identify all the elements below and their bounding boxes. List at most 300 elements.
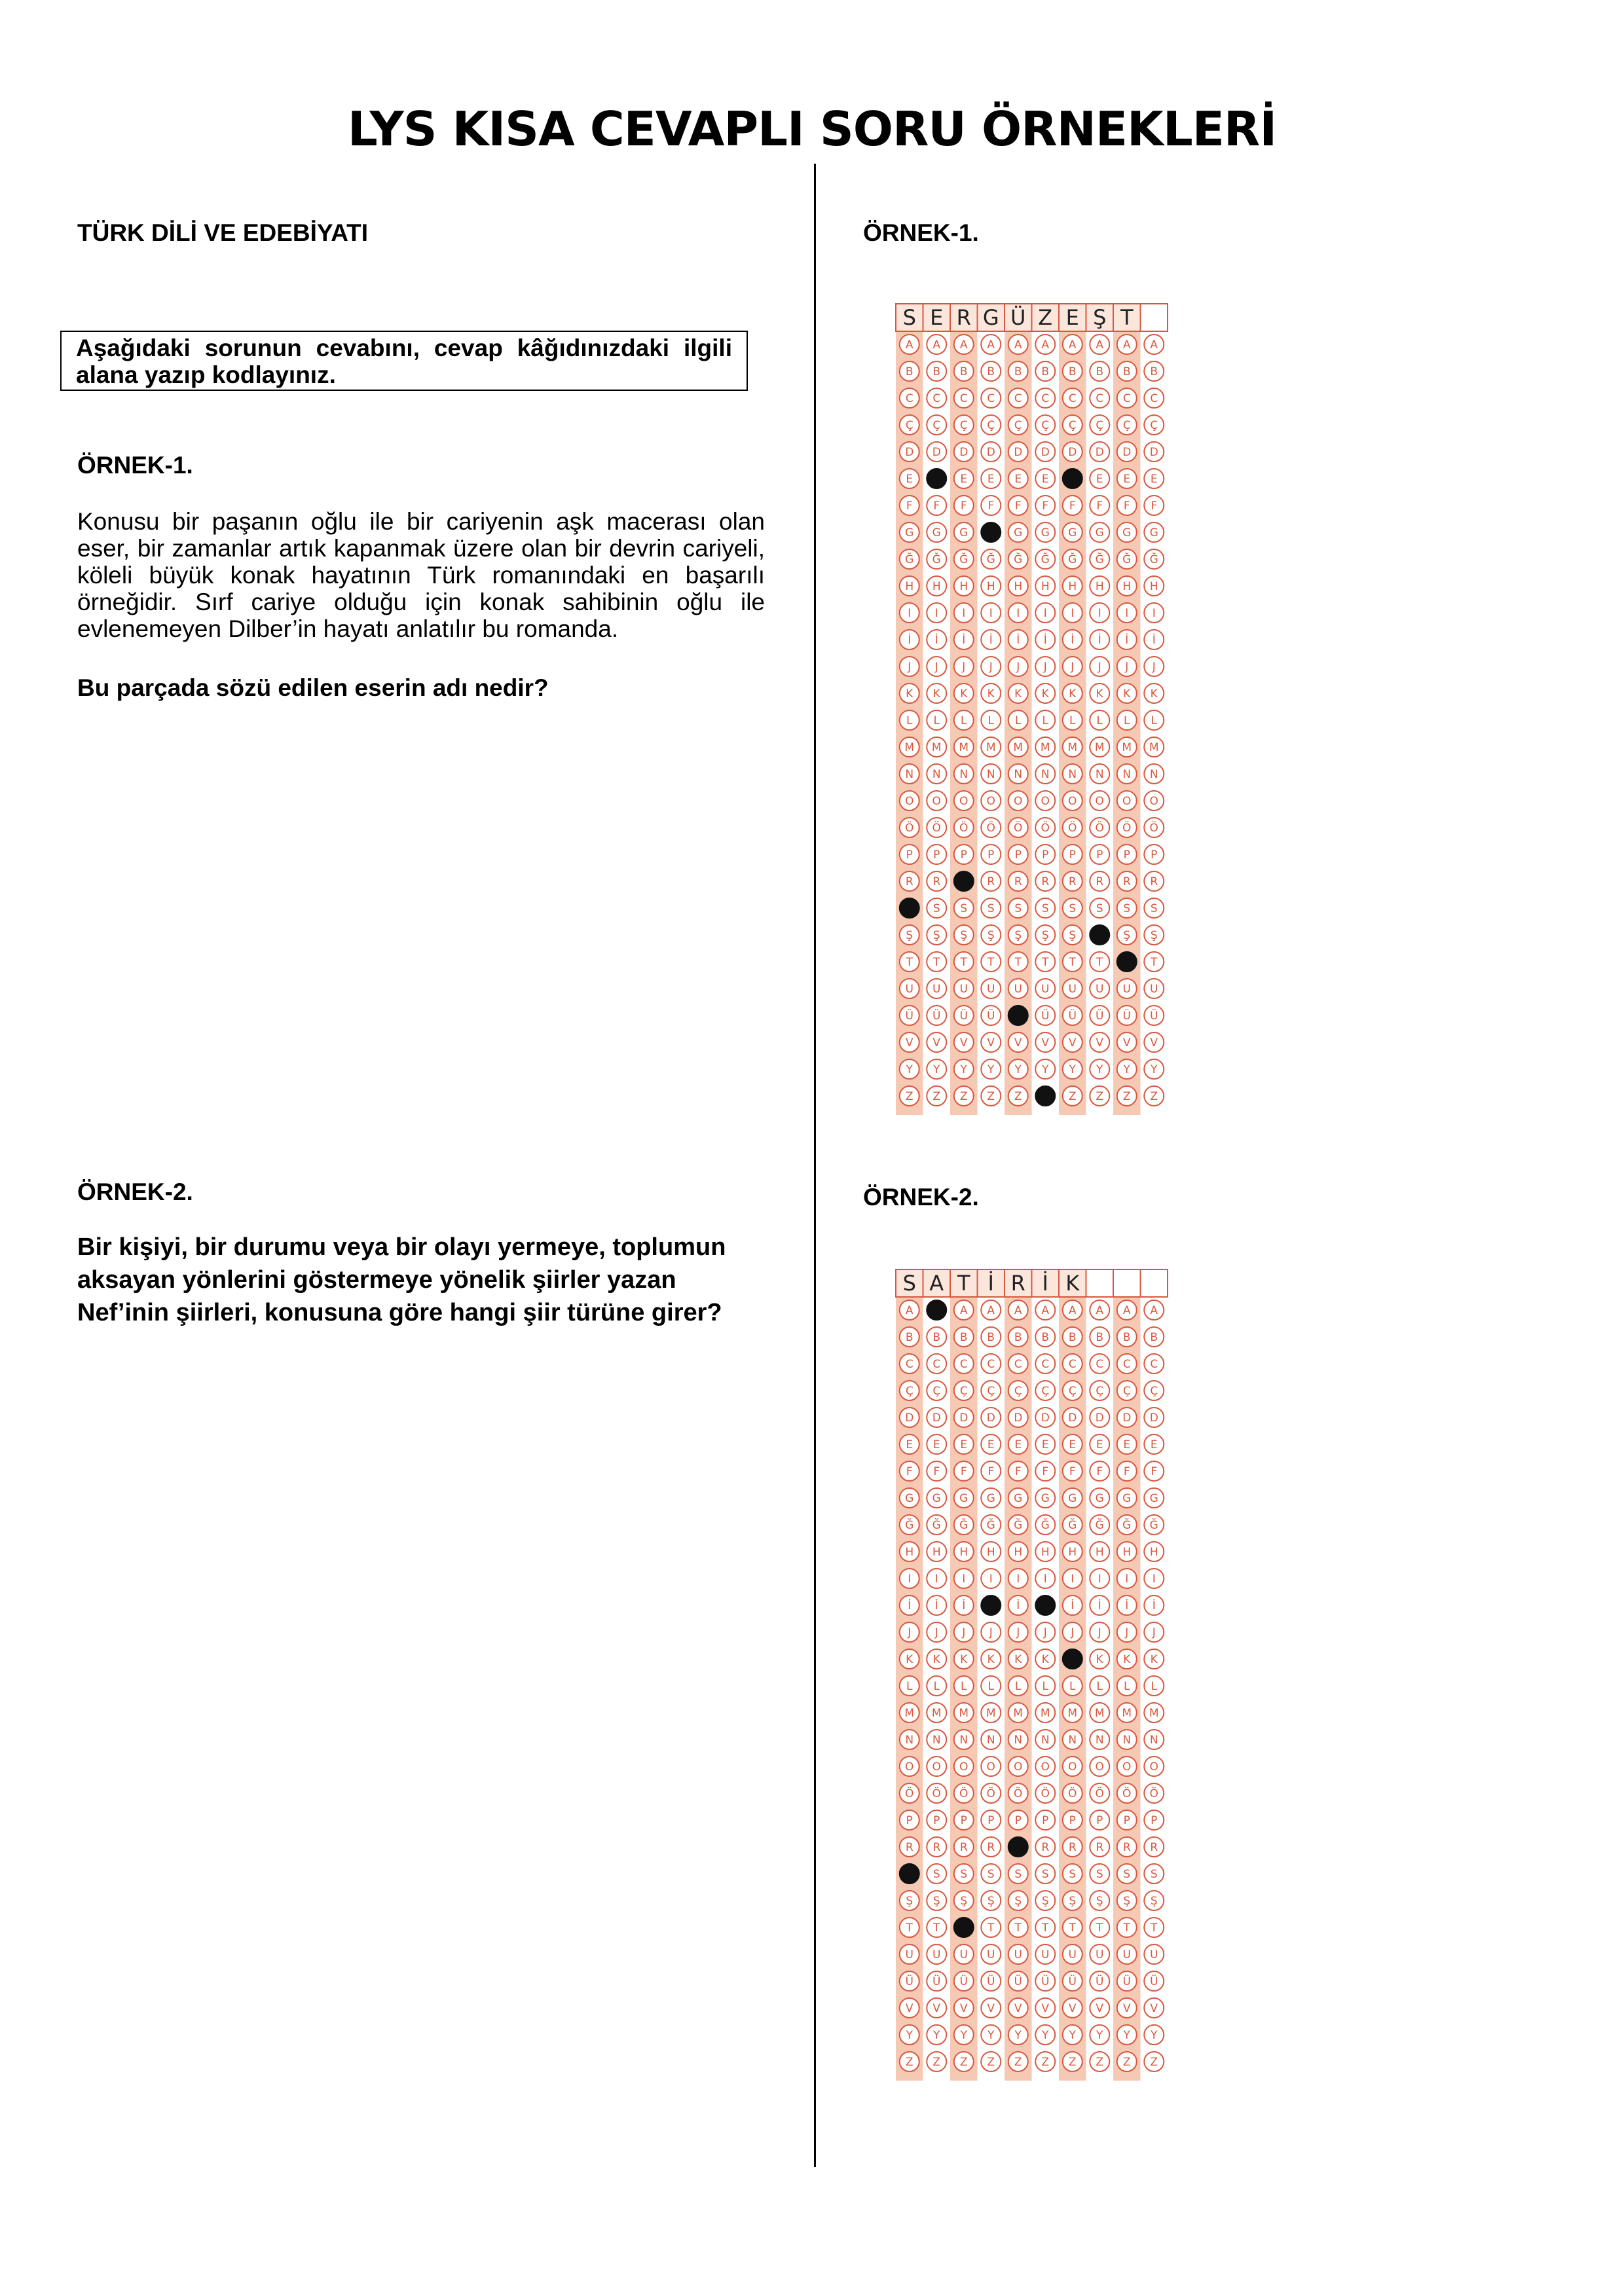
bubble-letter: E [1014,1438,1022,1451]
bubble-letter: L [1042,714,1048,727]
bubble-letter: S [1123,902,1131,915]
bubble-letter: F [1096,500,1103,513]
bubble-letter: B [1014,1331,1022,1344]
bubble-letter: U [987,1948,995,1961]
bubble-letter: I [934,607,938,620]
bubble-letter: F [933,1465,940,1478]
bubble-letter: Ş [987,929,995,942]
bubble-letter: F [960,1465,967,1478]
bubble-letter: O [1149,795,1158,808]
bubble-letter: Ö [905,822,914,835]
bubble-letter: I [1152,607,1156,620]
bubble-letter: M [1094,741,1105,754]
bubble-letter: K [932,1653,940,1666]
bubble-letter: Y [906,1063,913,1076]
bubble-letter: Ç [1068,1385,1077,1398]
bubble-letter: M [986,741,996,754]
filled-bubble [1008,1837,1028,1857]
bubble-letter: D [1014,446,1023,459]
bubble-letter: Ş [932,929,940,942]
bubble-letter: N [1041,768,1050,781]
bubble-letter: R [1096,1841,1104,1854]
bubble-letter: Z [987,1090,995,1103]
bubble-letter: A [1041,1304,1050,1317]
bubble-letter: I [1071,607,1075,620]
bubble-letter: T [906,1922,913,1935]
bubble-letter: G [1014,1492,1023,1505]
bubble-letter: P [1042,1814,1049,1827]
bubble-letter: G [905,1492,914,1505]
bubble-letter: U [1014,1948,1022,1961]
bubble-letter: Ü [1014,1975,1022,1988]
bubble-letter: K [932,687,940,701]
bubble-letter: Ö [1014,1787,1023,1800]
bubble-letter: U [1041,983,1050,996]
bubble-letter: U [1068,1948,1077,1961]
bubble-letter: R [905,875,913,888]
bubble-letter: N [1014,1734,1023,1747]
bubble-letter: O [986,1760,995,1774]
bubble-letter: A [1068,1304,1077,1317]
example2-label-right: ÖRNEK-2. [863,1184,979,1211]
bubble-letter: Ğ [959,1519,969,1532]
example1-label-left: ÖRNEK-1. [77,452,193,479]
bubble-letter: U [1068,983,1077,996]
bubble-letter: T [1069,1922,1076,1935]
bubble-letter: A [959,338,968,352]
bubble-letter: R [1150,875,1158,888]
bubble-letter: Ç [1014,419,1022,432]
bubble-letter: U [987,983,995,996]
bubble-letter: Y [1042,1063,1049,1076]
bubble-letter: E [1041,1438,1049,1451]
bubble-letter: Y [1123,2029,1130,2042]
bubble-letter: Y [1014,2029,1022,2042]
bubble-letter: U [1041,1948,1050,1961]
instruction-box: Aşağıdaki sorunun cevabını, cevap kâğıdınızdaki ilgili alana yazıp kodlayınız. [60,331,748,391]
bubble-letter: I [1071,1573,1075,1586]
bubble-letter: D [1014,1412,1023,1425]
bubble-letter: R [905,1841,913,1854]
column-divider [814,164,816,2167]
bubble-letter: C [987,1358,995,1371]
bubble-letter: B [1150,365,1158,378]
bubble-letter: Ü [1150,1010,1158,1023]
bubble-letter: K [1096,687,1103,701]
bubble-letter: Ü [905,1010,913,1023]
bubble-letter: M [904,741,915,754]
bubble-letter: Z [1014,1090,1022,1103]
bubble-letter: E [906,1438,913,1451]
bubble-letter: L [987,1680,994,1693]
bubble-letter: M [1094,1707,1105,1720]
bubble-letter: Ğ [1068,1519,1077,1532]
bubble-letter: J [1071,1626,1075,1639]
bubble-letter: Ç [987,1385,995,1398]
bubble-letter: J [934,1626,938,1639]
bubble-letter: U [905,983,913,996]
bubble-letter: D [1041,446,1050,459]
bubble-letter: Z [1068,2056,1077,2069]
bubble-letter: Ç [905,1385,913,1398]
bubble-letter: A [987,1304,995,1317]
bubble-letter: A [1122,1304,1131,1317]
bubble-letter: Ş [1150,929,1158,942]
bubble-letter: Z [1122,1090,1131,1103]
bubble-letter: N [986,768,995,781]
bubble-letter: Ğ [932,553,941,566]
bubble-letter: O [959,795,969,808]
bubble-letter: Y [960,1063,967,1076]
bubble-letter: B [1096,365,1104,378]
bubble-letter: Ğ [1068,553,1077,566]
bubble-letter: Ö [986,822,995,835]
bubble-letter: G [1149,1492,1158,1505]
bubble-letter: R [987,1841,995,1854]
bubble-letter: D [1041,1412,1050,1425]
bubble-letter: S [1096,902,1103,915]
bubble-letter: L [933,714,940,727]
bubble-letter: İ [989,634,993,647]
bubble-letter: N [1095,1734,1104,1747]
bubble-letter: I [989,1573,993,1586]
bubble-letter: J [1043,1626,1047,1639]
bubble-letter: C [1096,392,1104,405]
bubble-letter: Ğ [905,553,914,566]
bubble-letter: J [1125,1626,1129,1639]
bubble-letter: T [906,956,913,969]
bubble-letter: Z [987,2056,995,2069]
grid-header-letter: R [1010,1271,1025,1296]
bubble-letter: Ç [1150,1385,1158,1398]
bubble-letter: J [1043,661,1047,674]
grid-header-letter: E [1065,305,1079,330]
bubble-letter: V [1096,2002,1104,2015]
bubble-letter: T [1151,1922,1158,1935]
bubble-letter: N [986,1734,995,1747]
bubble-letter: O [1095,795,1104,808]
bubble-letter: T [1042,1922,1049,1935]
bubble-letter: A [1014,1304,1022,1317]
bubble-letter: V [1068,2002,1077,2015]
bubble-letter: U [959,983,968,996]
bubble-letter: V [1014,1036,1022,1049]
bubble-letter: M [1067,1707,1078,1720]
bubble-letter: R [1096,875,1104,888]
bubble-letter: B [1014,365,1022,378]
bubble-letter: Ş [1041,1895,1049,1908]
filled-bubble [1063,469,1082,488]
bubble-letter: İ [962,1599,966,1613]
bubble-letter: A [987,338,995,352]
bubble-letter: G [1014,526,1023,539]
bubble-letter: S [987,1868,995,1881]
bubble-letter: H [1122,580,1132,593]
bubble-letter: M [1040,1707,1050,1720]
bubble-letter: F [906,500,913,513]
bubble-letter: C [1068,1358,1077,1371]
bubble-letter: B [1068,1331,1077,1344]
bubble-letter: F [1151,1465,1158,1478]
bubble-letter: C [1150,392,1158,405]
bubble-letter: I [1043,1573,1047,1586]
bubble-letter: Ğ [1095,553,1104,566]
bubble-letter: H [986,1546,995,1559]
bubble-letter: S [1096,1868,1103,1881]
bubble-letter: P [906,848,913,862]
bubble-letter: Ü [1068,1010,1077,1023]
bubble-letter: D [1149,446,1158,459]
bubble-letter: N [959,768,969,781]
bubble-letter: J [989,661,993,674]
bubble-letter: A [1122,338,1131,352]
bubble-letter: S [932,1868,940,1881]
bubble-letter: J [989,1626,993,1639]
bubble-letter: F [933,500,940,513]
bubble-letter: D [932,446,941,459]
bubble-letter: Z [905,2056,913,2069]
bubble-letter: I [962,607,966,620]
filled-bubble [1035,1086,1055,1106]
bubble-letter: F [987,500,995,513]
bubble-letter: Ş [987,1895,995,1908]
bubble-letter: Ö [959,1787,969,1800]
bubble-letter: P [1014,1814,1022,1827]
bubble-letter: Ö [1041,822,1050,835]
bubble-letter: V [987,2002,995,2015]
bubble-letter: S [1150,902,1158,915]
bubble-letter: Ş [1123,929,1131,942]
bubble-letter: Ü [1096,1010,1104,1023]
bubble-letter: Ö [1149,822,1158,835]
bubble-letter: H [1014,580,1023,593]
bubble-letter: Z [959,1090,968,1103]
bubble-letter: H [932,1546,941,1559]
bubble-letter: M [959,1707,969,1720]
answer-grid-2 [891,1267,1179,2098]
example2-question-line: Nef’inin şiirleri, konusuna göre hangi şiir türüne girer? [77,1299,722,1326]
bubble-letter: S [1123,1868,1131,1881]
bubble-letter: Ş [1069,1895,1077,1908]
bubble-letter: G [1122,526,1132,539]
bubble-letter: R [959,1841,968,1854]
bubble-letter: R [1122,875,1131,888]
bubble-letter: M [931,1707,942,1720]
bubble-letter: C [1014,1358,1022,1371]
bubble-letter: Ö [1122,822,1132,835]
bubble-letter: M [1013,741,1024,754]
bubble-letter: H [1014,1546,1023,1559]
bubble-letter: F [1123,500,1130,513]
bubble-letter: M [931,741,942,754]
bubble-letter: A [1150,338,1158,352]
bubble-letter: H [1041,1546,1050,1559]
bubble-letter: İ [1125,1599,1129,1613]
bubble-letter: B [932,365,941,378]
bubble-letter: Ç [1096,1385,1104,1398]
bubble-letter: T [1151,956,1158,969]
bubble-letter: F [1123,1465,1130,1478]
bubble-letter: Ş [1041,929,1049,942]
bubble-letter: L [1069,714,1076,727]
bubble-letter: S [960,902,968,915]
bubble-letter: İ [934,634,938,647]
bubble-letter: E [1150,473,1158,486]
bubble-letter: A [1096,338,1104,352]
bubble-letter: Z [1096,2056,1104,2069]
bubble-letter: Z [1014,2056,1022,2069]
grid-header-letter: T [957,1271,970,1296]
bubble-letter: Y [1096,2029,1103,2042]
bubble-letter: I [1016,607,1020,620]
bubble-letter: O [905,1760,914,1774]
bubble-letter: Y [1069,1063,1076,1076]
bubble-letter: Y [1151,2029,1158,2042]
bubble-letter: Ğ [1041,553,1050,566]
bubble-letter: P [1042,848,1049,862]
bubble-letter: O [1068,795,1077,808]
bubble-letter: Ç [1014,1385,1022,1398]
bubble-letter: Z [905,1090,913,1103]
bubble-letter: O [1014,795,1023,808]
bubble-letter: C [1122,392,1131,405]
bubble-letter: Z [1150,2056,1158,2069]
bubble-letter: N [1149,768,1158,781]
bubble-letter: U [1122,1948,1131,1961]
bubble-letter: H [959,580,969,593]
bubble-letter: L [1096,1680,1103,1693]
bubble-letter: J [962,1626,966,1639]
bubble-letter: Ö [1149,1787,1158,1800]
grid-header-cell [1086,1269,1114,1297]
bubble-letter: P [1096,1814,1103,1827]
bubble-letter: İ [1071,1599,1075,1613]
bubble-letter: V [1150,1036,1158,1049]
bubble-letter: T [1096,956,1103,969]
bubble-letter: Ü [1041,1010,1050,1023]
bubble-letter: H [1149,580,1158,593]
bubble-letter: Ğ [932,1519,941,1532]
grid-header-letter: A [929,1271,944,1296]
bubble-letter: J [1152,1626,1156,1639]
bubble-letter: L [1069,1680,1076,1693]
bubble-letter: Ç [1122,419,1131,432]
bubble-letter: Ş [960,929,968,942]
bubble-letter: I [908,607,912,620]
bubble-letter: I [1043,607,1047,620]
bubble-letter: İ [934,1599,938,1613]
bubble-letter: P [1123,848,1130,862]
bubble-letter: I [1016,1573,1020,1586]
grid-header-letter: K [1065,1271,1080,1296]
bubble-letter: K [1041,687,1049,701]
bubble-letter: P [1123,1814,1130,1827]
bubble-letter: Ö [1095,1787,1104,1800]
grid-header-cell [1141,1269,1168,1297]
bubble-letter: K [906,1653,913,1666]
bubble-letter: Ç [905,419,913,432]
bubble-letter: T [1069,956,1076,969]
bubble-letter: N [1149,1734,1158,1747]
bubble-letter: A [1068,338,1077,352]
bubble-letter: S [1041,902,1049,915]
example2-question [77,1231,771,1329]
bubble-letter: Y [960,2029,967,2042]
bubble-letter: M [1122,1707,1132,1720]
bubble-letter: K [1069,687,1077,701]
bubble-letter: G [1068,526,1077,539]
bubble-letter: H [905,1546,914,1559]
bubble-letter: B [1096,1331,1104,1344]
bubble-letter: V [959,1036,968,1049]
bubble-letter: K [1014,687,1022,701]
bubble-letter: Ğ [1122,553,1132,566]
bubble-letter: C [1041,1358,1050,1371]
bubble-letter: Ç [1041,1385,1050,1398]
bubble-letter: J [1016,1626,1020,1639]
example1-label-right: ÖRNEK-1. [863,219,979,246]
bubble-letter: T [1123,1922,1130,1935]
bubble-letter: R [987,875,995,888]
bubble-letter: J [1016,661,1020,674]
bubble-letter: Ş [1150,1895,1158,1908]
bubble-letter: Ğ [1014,1519,1023,1532]
page-title: LYS KISA CEVAPLI SORU ÖRNEKLERİ [347,101,1277,156]
bubble-letter: H [1068,580,1077,593]
bubble-letter: V [1122,2002,1131,2015]
bubble-letter: Ş [1014,1895,1022,1908]
bubble-letter: G [1095,1492,1104,1505]
bubble-letter: I [989,607,993,620]
bubble-letter: B [905,365,913,378]
bubble-letter: C [987,392,995,405]
bubble-letter: O [932,1760,941,1774]
bubble-letter: H [932,580,941,593]
bubble-letter: P [987,1814,995,1827]
bubble-letter: G [986,1492,995,1505]
bubble-letter: U [959,1948,968,1961]
bubble-letter: Ç [959,419,968,432]
bubble-letter: E [1096,1438,1103,1451]
bubble-letter: I [1152,1573,1156,1586]
bubble-letter: V [1041,1036,1050,1049]
bubble-letter: Y [987,1063,995,1076]
answer-grid-1 [891,301,1179,1133]
bubble-letter: A [959,1304,968,1317]
bubble-letter: Ü [1041,1975,1050,1988]
bubble-letter: Ğ [959,553,969,566]
bubble-letter: U [1096,1948,1104,1961]
bubble-letter: P [1096,848,1103,862]
bubble-letter: R [1122,1841,1131,1854]
bubble-letter: R [1068,875,1077,888]
bubble-letter: E [1150,1438,1158,1451]
bubble-letter: İ [1016,634,1020,647]
bubble-letter: V [905,2002,913,2015]
bubble-letter: İ [1071,634,1075,647]
bubble-letter: D [959,446,969,459]
bubble-letter: M [1040,741,1050,754]
bubble-letter: N [1095,768,1104,781]
bubble-letter: U [1014,983,1022,996]
bubble-letter: B [1041,1331,1050,1344]
bubble-letter: T [1042,956,1049,969]
bubble-letter: H [905,580,914,593]
bubble-letter: E [1096,473,1103,486]
bubble-letter: U [1150,1948,1158,1961]
bubble-letter: C [905,392,913,405]
bubble-letter: H [1095,580,1104,593]
